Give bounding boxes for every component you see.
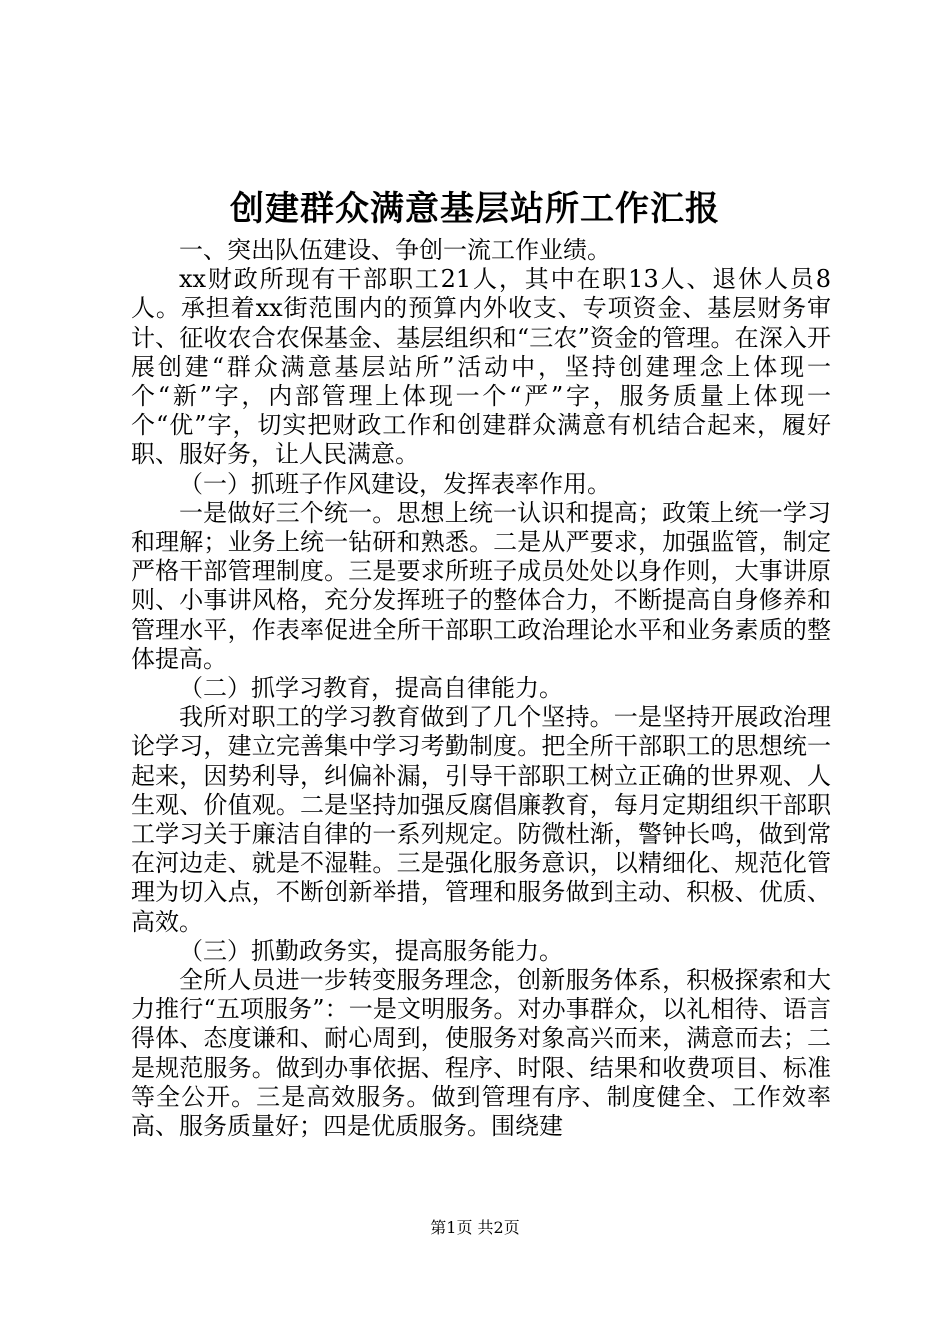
body-paragraph: 一是做好三个统一。思想上统一认识和提高；政策上统一学习和理解；业务上统一钻研和熟悉。二是从严要求，加强监管，制定严格干部管理制度。三是要求所班子成员处处以身作则，大事讲原则、小事讲风格，充分发挥班子的整体合力，不断提高自身修养和管理水平，作表率促进全所干部职工政治理论水平和业务素质的整体提高。 [131,498,831,673]
body-paragraph: 我所对职工的学习教育做到了几个坚持。一是坚持开展政治理论学习，建立完善集中学习考勤制度。把全所干部职工的思想统一起来，因势利导，纠偏补漏，引导干部职工树立正确的世界观、人生观、价值观。二是坚持加强反腐倡廉教育，每月定期组织干部职工学习关于廉洁自律的一系列规定。防微杜渐，警钟长鸣，做到常在河边走、就是不湿鞋。三是强化服务意识，以精细化、规范化管理为切入点，不断创新举措，管理和服务做到主动、积极、优质、高效。 [131,703,831,936]
page-footer: 第1页 共2页 [430,1218,520,1237]
subsection-heading-3: （三）抓勤政务实，提高服务能力。 [179,936,563,965]
section-heading-1: 一、突出队伍建设、争创一流工作业绩。 [179,236,611,264]
document-body [131,236,831,1141]
document-title: 创建群众满意基层站所工作汇报 [230,189,720,229]
subsection-heading-1: （一）抓班子作风建设，发挥表率作用。 [179,469,611,498]
body-paragraph: xx财政所现有干部职工21人，其中在职13人、退休人员8人。承担着xx街范围内的预算内外收支、专项资金、基层财务审计、征收农合农保基金、基层组织和“三农”资金的管理。在深入开展创建“群众满意基层站所”活动中，坚持创建理念上体现一个“新”字，内部管理上体现一个“严”字，服务质量上体现一个“优”字，切实把财政工作和创建群众满意有机结合起来，履好职、服好务，让人民满意。 [131,265,831,469]
body-paragraph: 全所人员进一步转变服务理念，创新服务体系，积极探索和大力推行“五项服务”：一是文明服务。对办事群众，以礼相待、语言得体、态度谦和、耐心周到，使服务对象高兴而来，满意而去；二是规范服务。做到办事依据、程序、时限、结果和收费项目、标准等全公开。三是高效服务。做到管理有序、制度健全、工作效率高、服务质量好；四是优质服务。围绕建 [131,966,831,1141]
subsection-heading-2: （二）抓学习教育，提高自律能力。 [179,674,563,703]
